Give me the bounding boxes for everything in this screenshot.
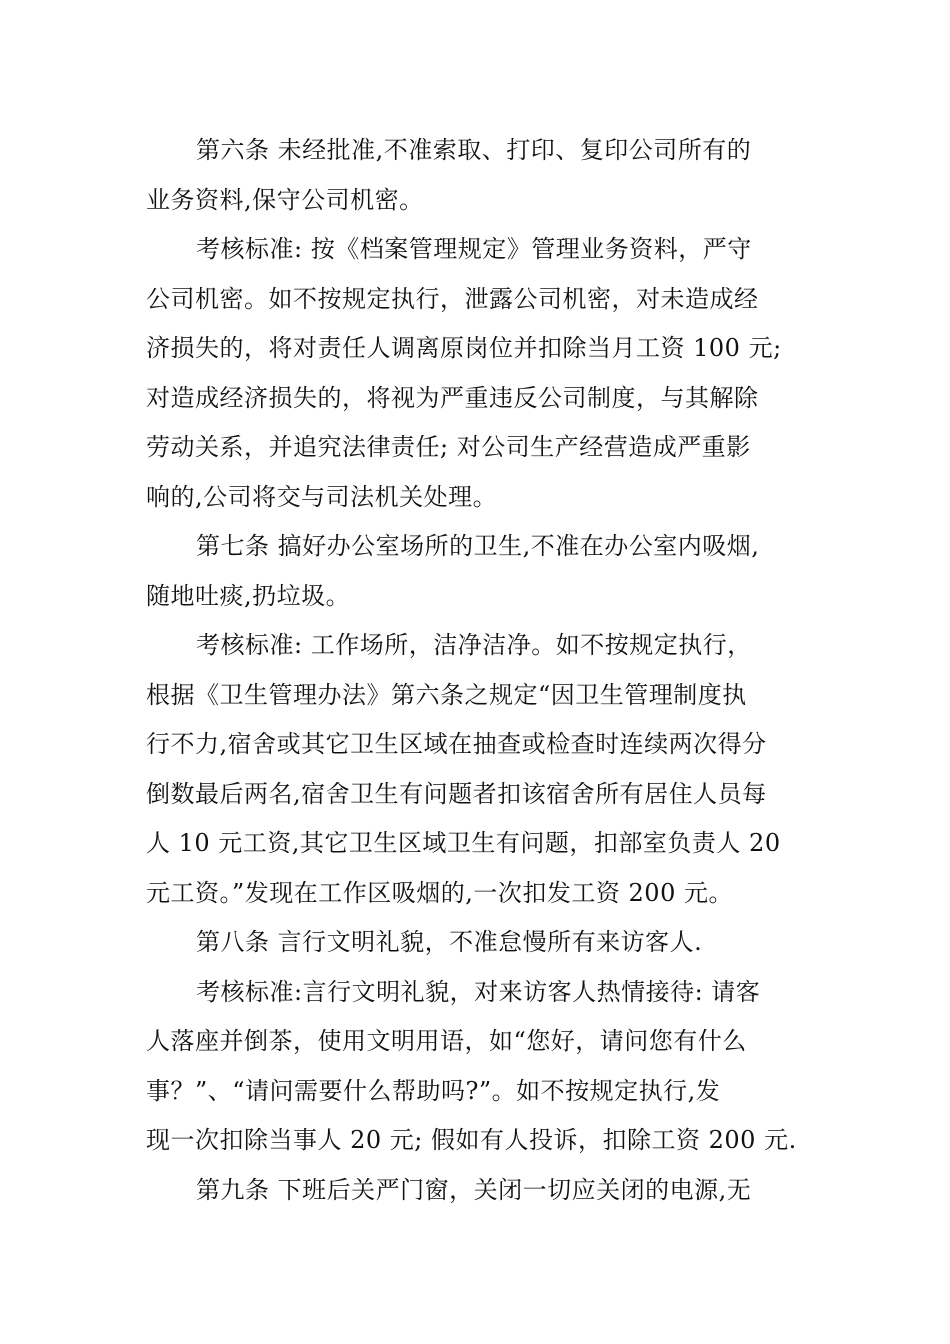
text-line: 倒数最后两名,宿舍卫生有问题者扣该宿舍所有居住人员每 [146, 779, 767, 808]
text-line: 行不力,宿舍或其它卫生区域在抽查或检查时连续两次得分 [146, 730, 767, 758]
text-line: 业务资料,保守公司机密。 [146, 185, 424, 214]
text-line: 现一次扣除当事人 20 元; 假如有人投诉，扣除工资 200 元. [146, 1126, 797, 1154]
text-line-assessment-standard: 考核标准:言行文明礼貌，对来访客人热情接待: 请客 [196, 977, 761, 1006]
text-line-article-6-heading: 第六条 未经批准,不准索取、打印、复印公司所有的 [196, 136, 752, 164]
text-line: 人落座并倒茶，使用文明用语，如“您好，请问您有什么 [146, 1027, 747, 1055]
text-line: 随地吐痰,扔垃圾。 [146, 581, 351, 610]
text-line: 元工资。”发现在工作区吸烟的,一次扣发工资 200 元。 [146, 878, 733, 907]
text-line: 根据《卫生管理办法》第六条之规定“因卫生管理制度执 [146, 680, 747, 709]
text-line: 济损失的，将对责任人调离原岗位并扣除当月工资 100 元; [146, 334, 782, 362]
text-line: 对造成经济损失的，将视为严重违反公司制度，与其解除 [146, 383, 759, 412]
text-line: 人 10 元工资,其它卫生区域卫生有问题，扣部室负责人 20 [146, 829, 781, 857]
text-line-article-7-heading: 第七条 搞好办公室场所的卫生,不准在办公室内吸烟, [196, 532, 760, 560]
text-line-assessment-standard: 考核标准: 按《档案管理规定》管理业务资料，严守 [196, 235, 752, 263]
text-line-assessment-standard: 考核标准: 工作场所，洁净洁净。如不按规定执行， [196, 631, 752, 659]
text-line: 公司机密。如不按规定执行，泄露公司机密，对未造成经 [146, 284, 759, 313]
text-line: 事？”、“请问需要什么帮助吗?”。如不按规定执行,发 [146, 1076, 721, 1105]
text-line: 劳动关系，并追究法律责任; 对公司生产经营造成严重影 [146, 433, 751, 461]
document-body [146, 130, 816, 1219]
text-line-article-8-heading: 第八条 言行文明礼貌，不准怠慢所有来访客人. [196, 928, 703, 956]
text-line: 响的,公司将交与司法机关处理。 [146, 482, 498, 511]
text-line-article-9-heading: 第九条 下班后关严门窗，关闭一切应关闭的电源,无 [196, 1175, 752, 1204]
